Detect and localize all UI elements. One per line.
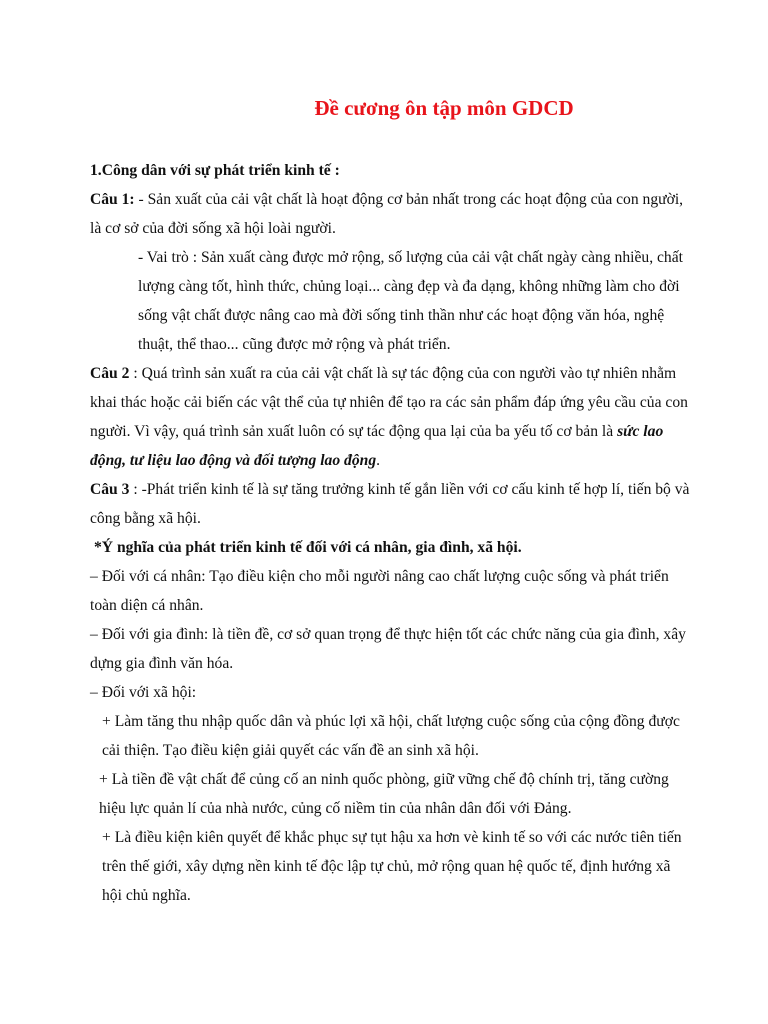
question3-paragraph	[90, 475, 690, 533]
society-point-3: + Là điều kiện kiên quyết để khắc phục sự tụt hậu xa hơn vè kinh tế so với các nước tiên tiến trên thế giới, xây dựng nền kinh tế độc lập tự chủ, mở rộng quan hệ quốc tế, định hướng xã hội chủ nghĩa.	[102, 829, 682, 904]
significance-heading: *Ý nghĩa của phát triển kinh tế đối với cá nhân, gia đình, xã hội.	[94, 539, 522, 556]
question2-emphasis: sức lao động, tư liệu lao động và đối tượng lao động	[90, 423, 664, 469]
question1-label: Câu 1:	[90, 191, 135, 208]
section1-heading: 1.Công dân với sự phát triển kinh tế :	[90, 162, 340, 179]
society-point-1: + Làm tăng thu nhập quốc dân và phúc lợi xã hội, chất lượng cuộc sống của cộng đồng được cải thiện. Tạo điều kiện giải quyết các vấn đề an sinh xã hội.	[102, 713, 680, 759]
question3-label: Câu 3	[90, 481, 130, 498]
document-title: Đề cương ôn tập môn GDCD	[314, 96, 574, 120]
question2-text: : Quá trình sản xuất ra của cải vật chất là sự tác động của con người vào tự nhiên nhằm khai thác hoặc cải biến các vật thể của tự nhiên để tạo ra các sản phẩm đáp ứng yêu cầu của con người. Vì vậy, quá trình sản xuất luôn có sự tác động qua lại của ba yếu tố cơ bản là	[90, 365, 688, 440]
society-point-2: + Là tiền đề vật chất để củng cố an ninh quốc phòng, giữ vững chế độ chính trị, tăng cường hiệu lực quản lí của nhà nước, củng cố niềm tin của nhân dân đối với Đảng.	[99, 771, 669, 817]
document-body	[90, 156, 690, 910]
individual-paragraph: – Đối với cá nhân: Tạo điều kiện cho mỗi người nâng cao chất lượng cuộc sống và phát triển toàn diện cá nhân.	[90, 568, 669, 614]
question2-label: Câu 2	[90, 365, 130, 382]
society-heading: – Đối với xã hội:	[90, 684, 197, 701]
question1-role-paragraph: - Vai trò : Sản xuất càng được mở rộng, số lượng của cải vật chất ngày càng nhiều, chất lượng càng tốt, hình thức, chủng loại... càng đẹp và đa dạng, không những làm cho đời sống vật chất được nâng cao mà đời sống tinh thần như các hoạt động văn hóa, nghệ thuật, thể thao... cũng được mở rộng và phát triển.	[138, 249, 683, 353]
question2-paragraph	[90, 359, 690, 475]
question1-paragraph	[90, 185, 690, 243]
question2-end: .	[376, 452, 381, 469]
question3-text: : -Phát triển kinh tế là sự tăng trưởng kinh tế gắn liền với cơ cấu kinh tế hợp lí, tiến bộ và công bằng xã hội.	[90, 481, 690, 527]
question1-text: - Sản xuất của cải vật chất là hoạt động cơ bản nhất trong các hoạt động của con người, là cơ sở của đời sống xã hội loài người.	[90, 191, 684, 237]
family-paragraph: – Đối với gia đình: là tiền đề, cơ sở quan trọng để thực hiện tốt các chức năng của gia đình, xây dựng gia đình văn hóa.	[90, 626, 686, 672]
